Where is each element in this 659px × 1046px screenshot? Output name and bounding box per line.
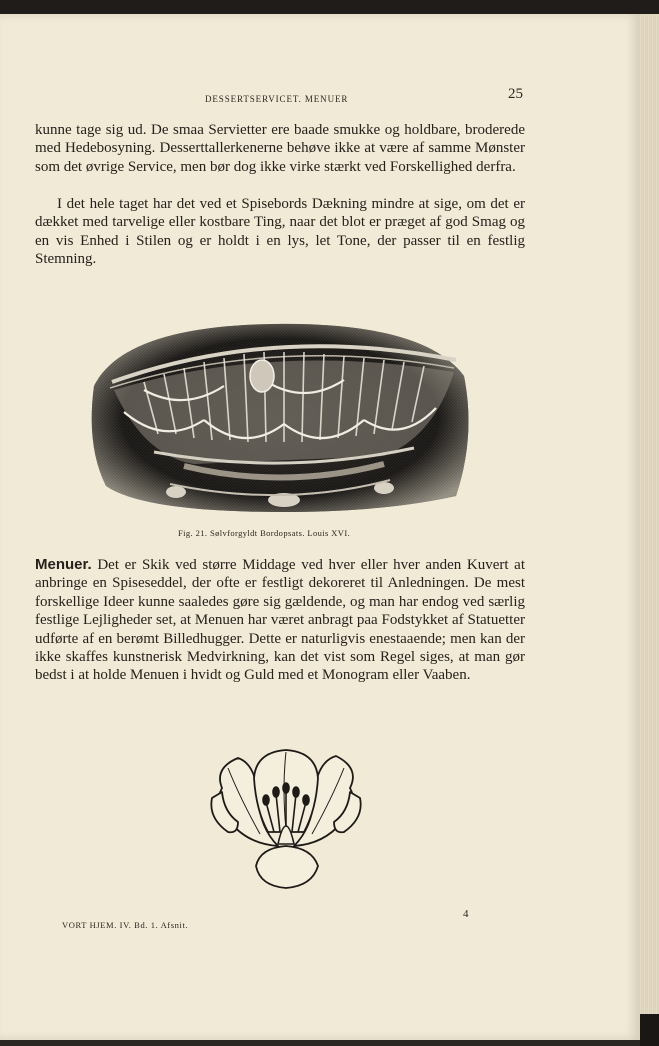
silver-centerpiece-engraving-icon <box>84 316 472 514</box>
paragraph-1: kunne tage sig ud. De smaa Servietter ere baade smukke og holdbare, broderede med Hedebosyning. Desserttallerkenerne behøve ikke at være af samme Mønster som det øvrige Service, men bør dog ikke virke stærkt ved Forskellighed derfra. <box>35 122 525 175</box>
paragraph-2: I det hele taget har det ved et Spisebords Dækning mindre at sige, om det er dækket med tarvelige eller kostbare Ting, naar det blot er præget af god Smag og en vis Enhed i Stilen og er holdt i en lys, let Tone, der passer til en festlig Stemning. <box>35 196 525 268</box>
page-number: 25 <box>508 86 523 102</box>
figure-caption: Fig. 21. Sølvforgyldt Bordopsats. Louis XVI. <box>178 528 351 538</box>
signature-mark: 4 <box>463 908 469 920</box>
running-header: DESSERTSERVICET. MENUER <box>205 94 349 104</box>
footer-imprint: VORT HJEM. IV. Bd. 1. Afsnit. <box>62 920 189 930</box>
paragraph-menuer <box>35 556 525 685</box>
scan-corner <box>640 1014 659 1046</box>
scan-top-border <box>0 0 659 14</box>
paragraph-3-text: Det er Skik ved større Middage ved hver eller hver anden Kuvert at anbringe en Spiseseddel, der ofte er festligt dekoreret til Anledningen. De mest forskellige Ideer kunne saaledes gøre sig gældende, og man har endog ved særlig festlige Lejligheder set, at Menuen har været anbragt paa Fodstykket af Statuetter udførte af en berømt Billedhugger. Dette er naturligvis enestaaende; men kan der ikke skaffes kunstnerisk Medvirkning, kan det vist som Regel siges, at man gør bedst i at holde Menuen i hvidt og Guld med et Monogram eller Vaaben. <box>35 557 526 684</box>
page-edges <box>640 14 659 1014</box>
tulip-flower-ornament-icon <box>208 748 364 890</box>
section-lead: Menuer. <box>35 556 92 573</box>
